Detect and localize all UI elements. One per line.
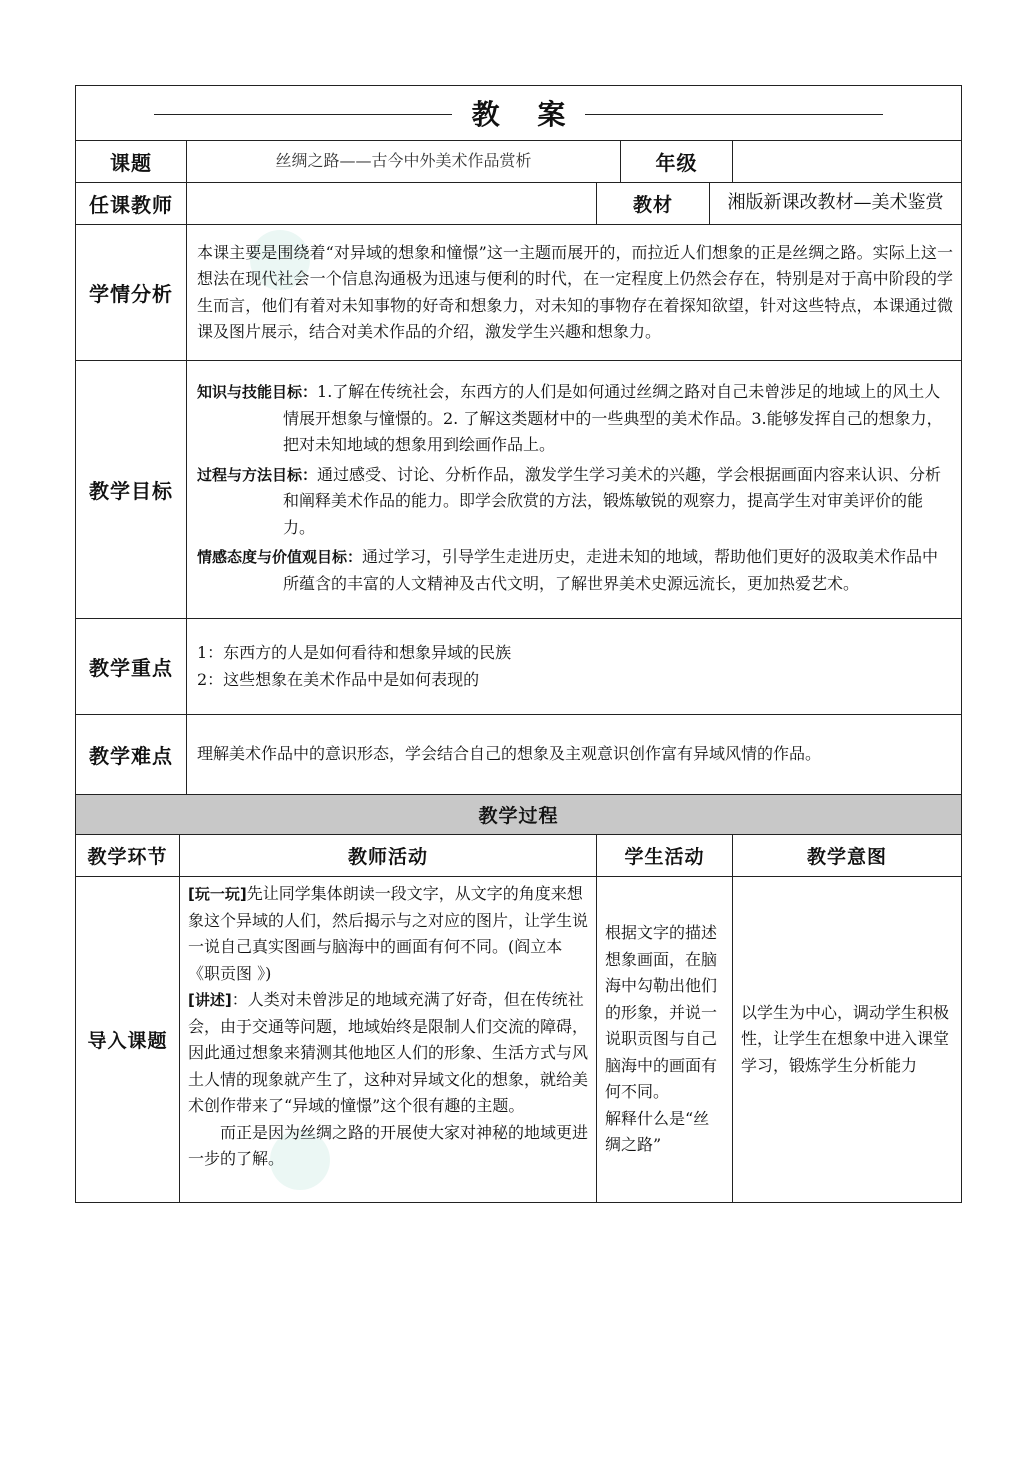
analysis-label: 学情分析 [76,225,187,361]
title-row [76,86,962,141]
col-stage-header: 教学环节 [76,835,180,877]
difficulty-label: 教学难点 [76,715,187,795]
goal-process: 过程与方法目标：通过感受、讨论、分析作品，激发学生学习美术的兴趣，学会根据画面内容来认识、分析和阐释美术作品的能力。即学会欣赏的方法，锻炼敏锐的观察力，提高学生对审美评价的能力。 [197,464,942,537]
teacher-activity-lecture: [讲述]：人类对未曾涉足的地域充满了好奇，但在传统社会，由于交通等问题，地域始终是限制人们交流的障碍，因此通过想象来猜测其他地区人们的形象、生活方式与风土人情的现象就产生了，这种对异域文化的想象，就给美术创作带来了“异域的憧憬”这个很有趣的主题。 [188,990,589,1115]
key-points-content [187,619,962,715]
process-title: 教学过程 [76,795,962,835]
difficulty-text: 理解美术作品中的意识形态，学会结合自己的想象及主观意识创作富有异域风情的作品。 [187,715,962,795]
teacher-value [187,183,597,225]
analysis-text: 本课主要是围绕着“对异域的想象和憧憬”这一主题而展开的，而拉近人们想象的正是丝绸之路。实际上这一想法在现代社会一个信息沟通极为迅速与便利的时代，在一定程度上仍然会存在，特别是对于高中阶段的学生而言，他们有着对未知事物的好奇和想象力，对未知的事物存在着探知欲望，针对这些特点，本课通过微课及图片展示，结合对美术作品的介绍，激发学生兴趣和想象力。 [187,225,962,361]
page-title: 教 案 [452,98,586,131]
key-point-item: 1：东西方的人是如何看待和想象异域的民族 [197,643,512,662]
student-activity-cell [597,877,733,1203]
teacher-label: 任课教师 [76,183,187,225]
goal-knowledge: 知识与技能目标：1.了解在传统社会，东西方的人们是如何通过丝绸之路对自己未曾涉足的地域上的风土人情展开想象与憧憬的。2. 了解这类题材中的一些典型的美术作品。3.能够发挥自己的想象力，把对未知地域的想象用到绘画作品上。 [197,382,943,454]
lesson-plan-document [75,85,961,1203]
goals-label: 教学目标 [76,361,187,619]
lesson-plan-table [75,85,962,1203]
stage-cell: 导入课题 [76,877,180,1203]
teacher-activity-play: [玩一玩]先让同学集体朗读一段文字，从文字的角度来想象这个异域的人们，然后揭示与之对应的图片，让学生说一说自己真实图画与脑海中的画面有何不同。(阎立本《职贡图 》) [188,884,589,983]
key-point-item: 2：这些想象在美术作品中是如何表现的 [197,669,480,689]
col-teacher-header: 教师活动 [180,835,597,877]
teacher-activity-cell [180,877,597,1203]
textbook-label: 教材 [597,183,710,225]
goal-emotion: 情感态度与价值观目标：通过学习，引导学生走进历史，走进未知的地域，帮助他们更好的汲取美术作品中所蕴含的丰富的人文精神及古代文明，了解世界美术史源远流长，更加热爱艺术。 [197,547,939,593]
student-activity-item: 根据文字的描述想象画面，在脑海中勾勒出他们的形象，并说一说职贡图与自己脑海中的画面有何不同。 [605,923,718,1102]
col-intent-header: 教学意图 [733,835,962,877]
intent-cell: 以学生为中心，调动学生积极性，让学生在想象中进入课堂学习，锻炼学生分析能力 [733,877,962,1203]
topic-value: 丝绸之路——古今中外美术作品赏析 [187,141,621,183]
goals-content [187,361,962,619]
topic-label: 课题 [76,141,187,183]
teacher-activity-closing: 而正是因为丝绸之路的开展使大家对神秘的地域更进一步的了解。 [188,1122,589,1168]
student-activity-item: 解释什么是“丝绸之路” [605,1108,710,1155]
col-student-header: 学生活动 [597,835,733,877]
grade-label: 年级 [621,141,733,183]
textbook-value: 湘版新课改教材—美术鉴赏 [710,183,962,225]
key-points-label: 教学重点 [76,619,187,715]
grade-value [733,141,962,183]
